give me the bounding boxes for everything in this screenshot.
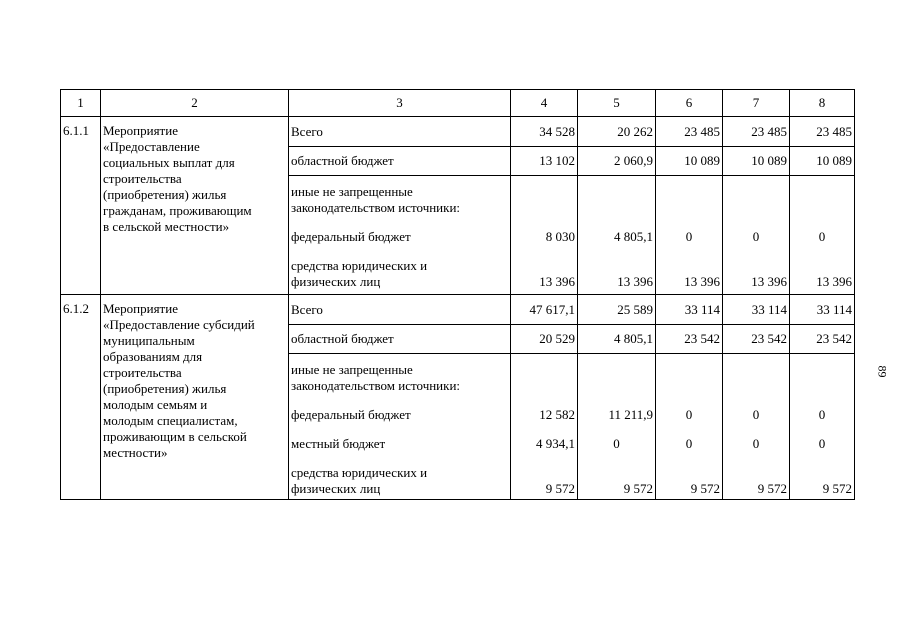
header-cell: 7	[723, 90, 790, 117]
table-row	[61, 117, 855, 147]
table-row	[61, 295, 855, 325]
header-cell: 8	[790, 90, 855, 117]
measure-code: 6.1.2	[61, 295, 101, 500]
value-cell	[790, 354, 855, 500]
value-cell: 23 485	[656, 117, 723, 147]
value-cell: 13 102	[511, 147, 578, 176]
desc-line: «Предоставление	[103, 139, 200, 154]
value-federal: 12 582	[539, 407, 575, 422]
desc-line: Мероприятие	[103, 123, 178, 138]
value-cell: 4 805,1	[578, 325, 656, 354]
source-label-line: физических лиц	[291, 481, 381, 496]
header-cell: 4	[511, 90, 578, 117]
value-federal: 4 805,1	[614, 229, 653, 244]
value-cell	[656, 354, 723, 500]
source-label-federal: федеральный бюджет	[291, 407, 411, 422]
value-federal: 0	[752, 407, 760, 422]
value-legal-entities: 9 572	[690, 481, 720, 496]
value-cell: 47 617,1	[511, 295, 578, 325]
desc-line: Мероприятие	[103, 301, 178, 316]
value-legal-entities: 13 396	[816, 274, 852, 289]
value-cell	[723, 176, 790, 295]
value-cell: 25 589	[578, 295, 656, 325]
value-federal: 0	[685, 229, 693, 244]
value-legal-entities: 9 572	[757, 481, 787, 496]
value-federal: 11 211,9	[608, 407, 653, 422]
value-federal: 0	[685, 407, 693, 422]
value-cell	[511, 354, 578, 500]
budget-table	[60, 89, 855, 500]
value-federal: 8 030	[545, 229, 575, 244]
desc-line: строительства	[103, 171, 182, 186]
source-label: Всего	[289, 117, 511, 147]
desc-line: «Предоставление субсидий	[103, 317, 255, 332]
desc-line: молодым семьям и	[103, 397, 208, 412]
header-cell: 6	[656, 90, 723, 117]
desc-line: в сельской местности»	[103, 219, 230, 234]
value-local: 0	[818, 436, 826, 451]
other-sources-label	[289, 354, 511, 500]
measure-description	[101, 117, 289, 295]
value-legal-entities: 9 572	[545, 481, 575, 496]
value-cell: 33 114	[656, 295, 723, 325]
value-local: 0	[752, 436, 760, 451]
value-cell: 23 542	[790, 325, 855, 354]
source-label-federal: федеральный бюджет	[291, 229, 411, 244]
source-label: Всего	[289, 295, 511, 325]
value-cell	[578, 354, 656, 500]
value-cell: 23 542	[723, 325, 790, 354]
value-cell	[511, 176, 578, 295]
header-cell: 3	[289, 90, 511, 117]
source-label-line: средства юридических и	[291, 258, 428, 273]
source-label-line: иные не запрещенные	[291, 362, 413, 377]
value-legal-entities: 9 572	[623, 481, 653, 496]
desc-line: строительства	[103, 365, 182, 380]
value-local: 0	[685, 436, 693, 451]
value-cell: 20 262	[578, 117, 656, 147]
value-federal: 0	[752, 229, 760, 244]
header-cell: 5	[578, 90, 656, 117]
source-label: областной бюджет	[289, 147, 511, 176]
value-cell	[790, 176, 855, 295]
value-cell: 33 114	[790, 295, 855, 325]
header-cell: 2	[101, 90, 289, 117]
desc-line: проживающим в сельской	[103, 429, 247, 444]
value-federal: 0	[818, 229, 826, 244]
source-label-line: средства юридических и	[291, 465, 428, 480]
value-cell	[723, 354, 790, 500]
desc-line: муниципальным	[103, 333, 195, 348]
source-label: областной бюджет	[289, 325, 511, 354]
source-label-line: законодательством источники:	[291, 378, 461, 393]
value-federal: 0	[818, 407, 826, 422]
desc-line: социальных выплат для	[103, 155, 235, 170]
value-local: 0	[613, 436, 620, 451]
desc-line: молодым специалистам,	[103, 413, 238, 428]
value-cell: 20 529	[511, 325, 578, 354]
value-cell	[656, 176, 723, 295]
value-cell: 34 528	[511, 117, 578, 147]
source-label-line: физических лиц	[291, 274, 381, 289]
page-number: 89	[875, 365, 890, 378]
value-cell: 23 485	[723, 117, 790, 147]
header-row	[61, 90, 855, 117]
value-cell: 10 089	[790, 147, 855, 176]
value-cell: 33 114	[723, 295, 790, 325]
header-cell: 1	[61, 90, 101, 117]
other-sources-label	[289, 176, 511, 295]
desc-line: (приобретения) жилья	[103, 187, 227, 202]
measure-description	[101, 295, 289, 500]
value-legal-entities: 13 396	[751, 274, 787, 289]
value-cell: 23 485	[790, 117, 855, 147]
source-label-local: местный бюджет	[291, 436, 386, 451]
desc-line: (приобретения) жилья	[103, 381, 227, 396]
value-legal-entities: 9 572	[822, 481, 852, 496]
desc-line: образованиям для	[103, 349, 203, 364]
source-label-line: законодательством источники:	[291, 200, 461, 215]
measure-code: 6.1.1	[61, 117, 101, 295]
value-legal-entities: 13 396	[539, 274, 575, 289]
desc-line: гражданам, проживающим	[103, 203, 252, 218]
value-cell: 10 089	[656, 147, 723, 176]
value-legal-entities: 13 396	[617, 274, 653, 289]
value-cell	[578, 176, 656, 295]
value-local: 4 934,1	[536, 436, 575, 451]
value-cell: 23 542	[656, 325, 723, 354]
desc-line: местности»	[103, 445, 168, 460]
source-label-line: иные не запрещенные	[291, 184, 413, 199]
value-cell: 2 060,9	[578, 147, 656, 176]
value-legal-entities: 13 396	[684, 274, 720, 289]
value-cell: 10 089	[723, 147, 790, 176]
